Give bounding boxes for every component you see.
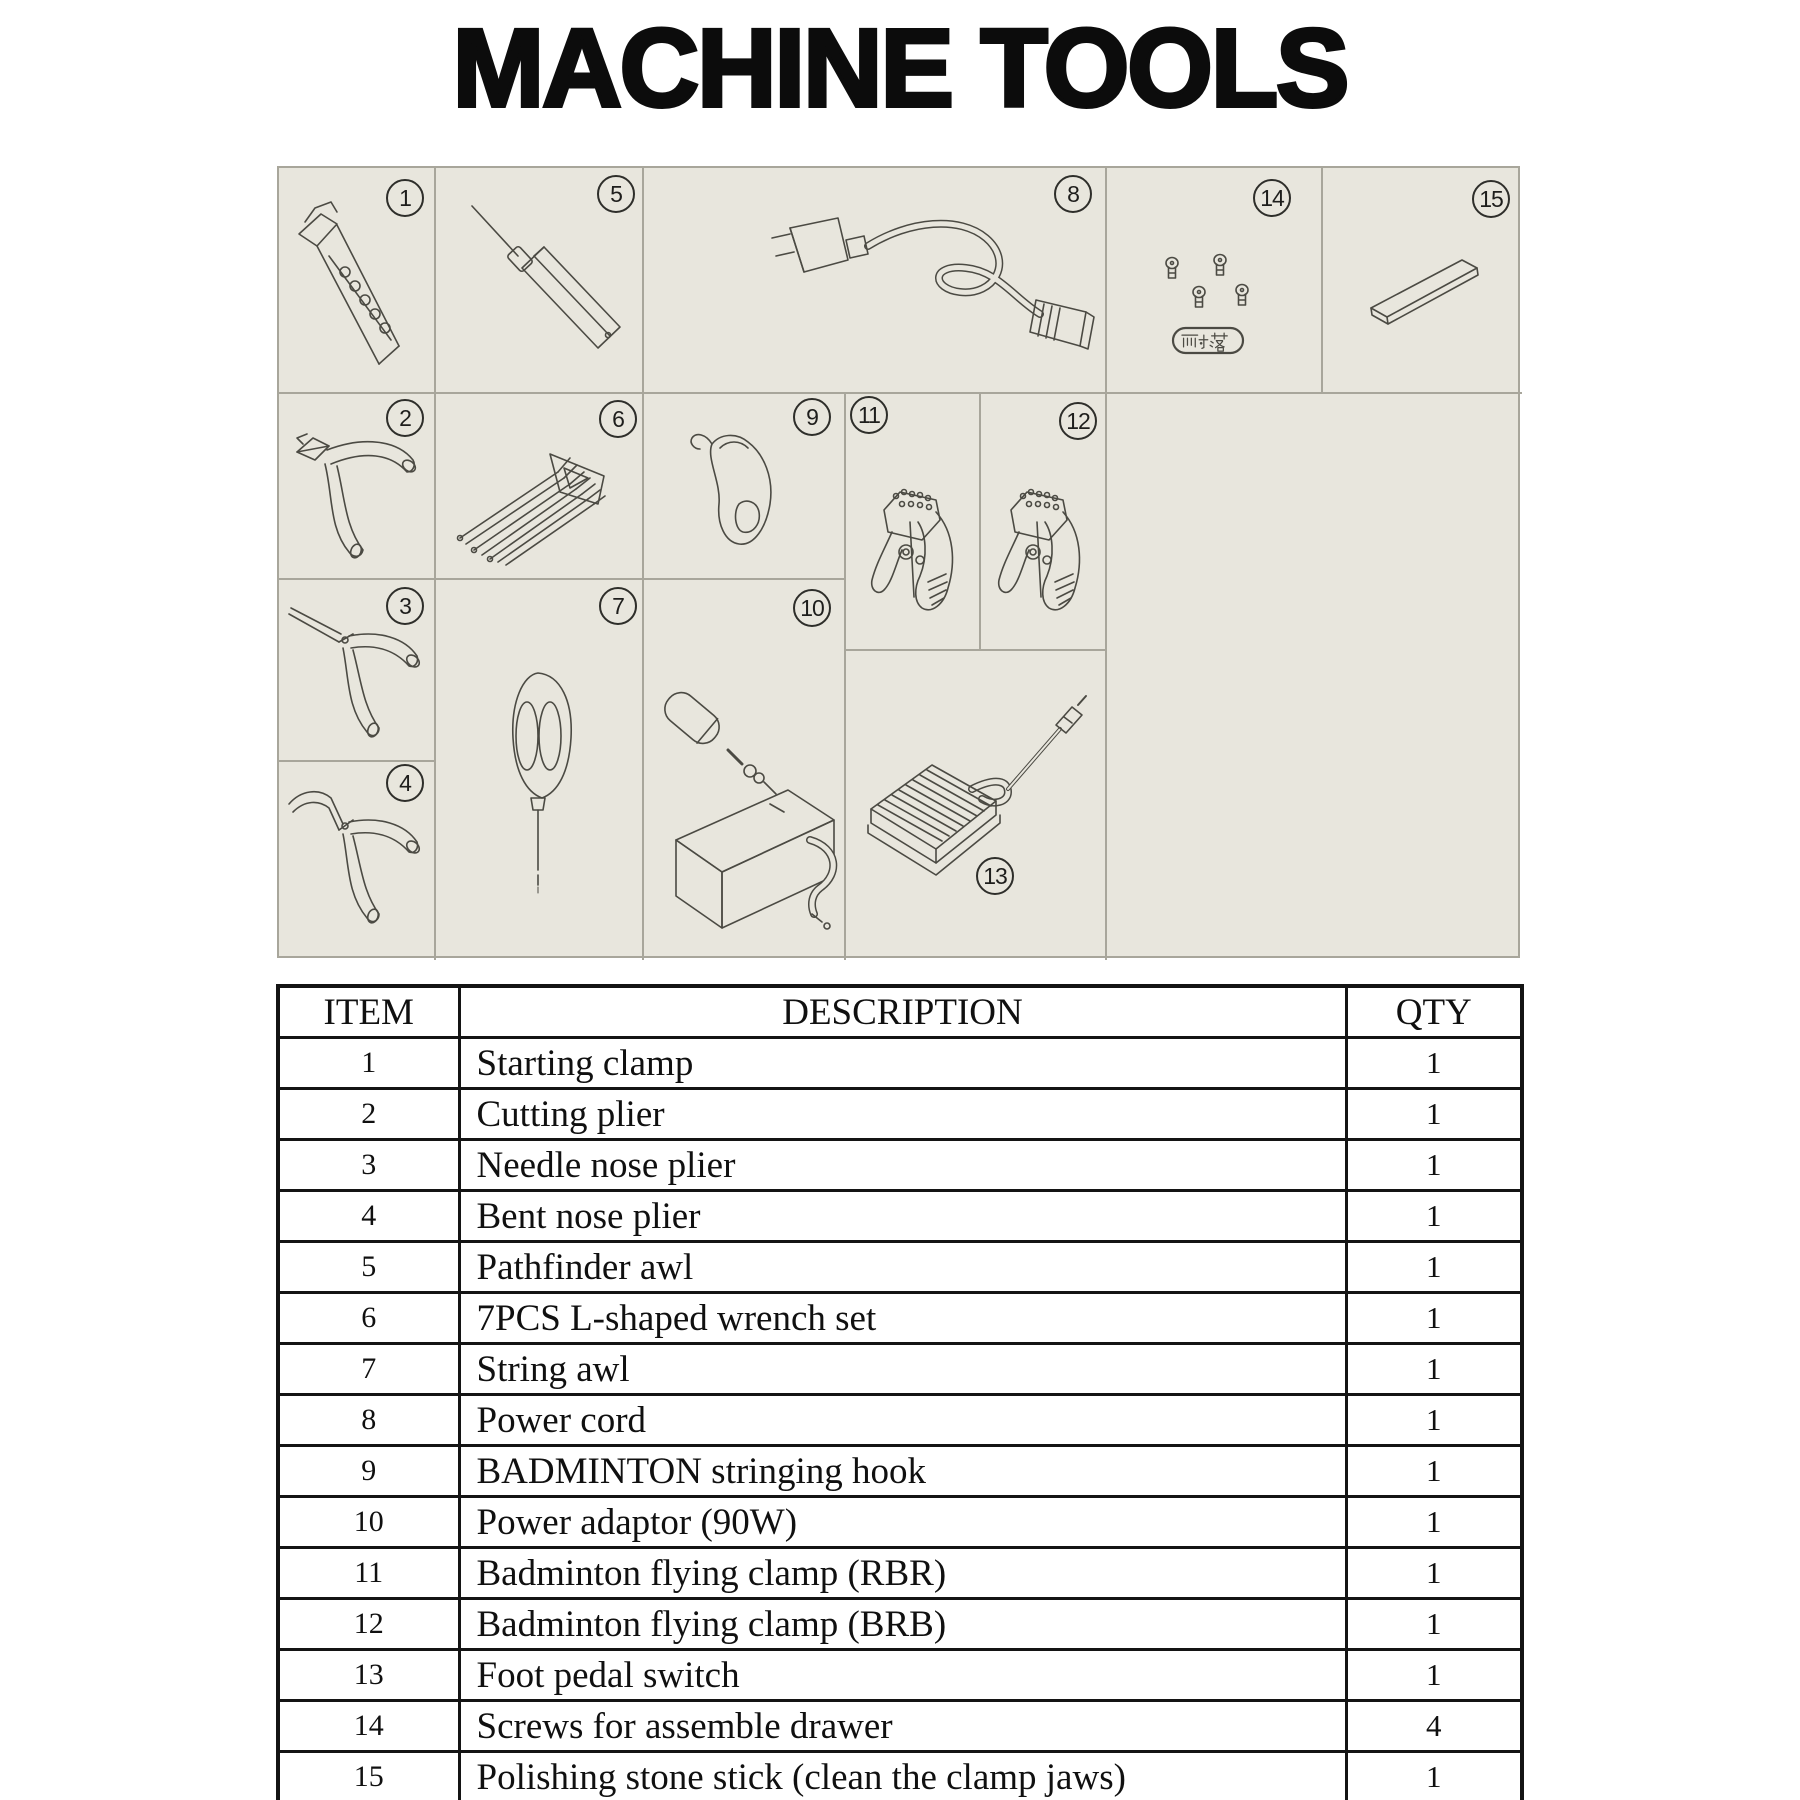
table-row bbox=[278, 1140, 1522, 1191]
item-number: 15 bbox=[278, 1752, 459, 1800]
diagram-cell-12 bbox=[979, 392, 1105, 649]
item-qty: 1 bbox=[1346, 1140, 1522, 1191]
item-number: 1 bbox=[278, 1038, 459, 1089]
item-description: Badminton flying clamp (RBR) bbox=[459, 1548, 1346, 1599]
table-row bbox=[278, 1089, 1522, 1140]
item-qty: 1 bbox=[1346, 1242, 1522, 1293]
table-row bbox=[278, 1599, 1522, 1650]
item-number: 13 bbox=[278, 1650, 459, 1701]
diagram-cell-11 bbox=[844, 392, 979, 649]
item-qty: 1 bbox=[1346, 1599, 1522, 1650]
item-number: 14 bbox=[278, 1701, 459, 1752]
item-description: Bent nose plier bbox=[459, 1191, 1346, 1242]
diagram-cell-8 bbox=[642, 168, 1105, 392]
item-3-badge: 3 bbox=[386, 587, 424, 625]
table-header-description: DESCRIPTION bbox=[459, 986, 1346, 1038]
item-number: 4 bbox=[278, 1191, 459, 1242]
item-description: BADMINTON stringing hook bbox=[459, 1446, 1346, 1497]
item-description: Power adaptor (90W) bbox=[459, 1497, 1346, 1548]
item-number: 12 bbox=[278, 1599, 459, 1650]
table-row bbox=[278, 1038, 1522, 1089]
item-number: 6 bbox=[278, 1293, 459, 1344]
item-description: Foot pedal switch bbox=[459, 1650, 1346, 1701]
item-description: Pathfinder awl bbox=[459, 1242, 1346, 1293]
diagram-cell-14 bbox=[1105, 168, 1321, 392]
table-header-qty: QTY bbox=[1346, 986, 1522, 1038]
item-qty: 1 bbox=[1346, 1446, 1522, 1497]
item-number: 10 bbox=[278, 1497, 459, 1548]
diagram-cell-1 bbox=[279, 168, 434, 392]
item-qty: 1 bbox=[1346, 1752, 1522, 1800]
item-number: 11 bbox=[278, 1548, 459, 1599]
item-qty: 1 bbox=[1346, 1650, 1522, 1701]
item-6-badge: 6 bbox=[599, 400, 637, 438]
item-description: Polishing stone stick (clean the clamp jaws) bbox=[459, 1752, 1346, 1800]
diagram-cell-2 bbox=[279, 392, 434, 578]
table-row bbox=[278, 1293, 1522, 1344]
tools-diagram bbox=[277, 166, 1520, 958]
item-14-badge: 14 bbox=[1253, 179, 1291, 217]
diagram-cell-10 bbox=[642, 578, 844, 960]
item-1-badge: 1 bbox=[386, 179, 424, 217]
parts-table bbox=[276, 984, 1524, 1800]
item-qty: 1 bbox=[1346, 1089, 1522, 1140]
item-description: Screws for assemble drawer bbox=[459, 1701, 1346, 1752]
item-qty: 1 bbox=[1346, 1191, 1522, 1242]
table-header-item: ITEM bbox=[278, 986, 459, 1038]
item-number: 2 bbox=[278, 1089, 459, 1140]
power-cord-drawing bbox=[642, 168, 1105, 392]
item-description: 7PCS L-shaped wrench set bbox=[459, 1293, 1346, 1344]
item-15-badge: 15 bbox=[1472, 180, 1510, 218]
item-qty: 4 bbox=[1346, 1701, 1522, 1752]
table-row bbox=[278, 1701, 1522, 1752]
diagram-cell-15 bbox=[1321, 168, 1522, 392]
item-5-badge: 5 bbox=[597, 175, 635, 213]
table-row bbox=[278, 1191, 1522, 1242]
item-qty: 1 bbox=[1346, 1497, 1522, 1548]
table-header-row bbox=[278, 986, 1522, 1038]
item-11-badge: 11 bbox=[850, 396, 888, 434]
power-adaptor-drawing bbox=[642, 578, 844, 960]
table-row bbox=[278, 1446, 1522, 1497]
item-13-badge: 13 bbox=[976, 857, 1014, 895]
diagram-cell-6 bbox=[434, 392, 642, 578]
table-row bbox=[278, 1395, 1522, 1446]
table-row bbox=[278, 1650, 1522, 1701]
item-12-badge: 12 bbox=[1059, 402, 1097, 440]
item-qty: 1 bbox=[1346, 1038, 1522, 1089]
string-awl-drawing bbox=[434, 578, 642, 960]
diagram-cell-13 bbox=[844, 649, 1105, 960]
item-4-badge: 4 bbox=[386, 764, 424, 802]
item-9-badge: 9 bbox=[793, 398, 831, 436]
item-number: 5 bbox=[278, 1242, 459, 1293]
foot-pedal-switch-drawing bbox=[844, 649, 1105, 960]
item-number: 3 bbox=[278, 1140, 459, 1191]
item-number: 8 bbox=[278, 1395, 459, 1446]
item-description: Power cord bbox=[459, 1395, 1346, 1446]
item-2-badge: 2 bbox=[386, 399, 424, 437]
item-number: 9 bbox=[278, 1446, 459, 1497]
table-row bbox=[278, 1344, 1522, 1395]
table-row bbox=[278, 1752, 1522, 1800]
item-number: 7 bbox=[278, 1344, 459, 1395]
item-description: Starting clamp bbox=[459, 1038, 1346, 1089]
item-qty: 1 bbox=[1346, 1344, 1522, 1395]
item-description: String awl bbox=[459, 1344, 1346, 1395]
diagram-cell-3 bbox=[279, 578, 434, 760]
nailuo-label bbox=[1182, 333, 1227, 351]
diagram-cell-5 bbox=[434, 168, 642, 392]
table-row bbox=[278, 1242, 1522, 1293]
table-row bbox=[278, 1497, 1522, 1548]
page-title: MACHINE TOOLS bbox=[452, 7, 1348, 130]
item-qty: 1 bbox=[1346, 1395, 1522, 1446]
item-7-badge: 7 bbox=[599, 587, 637, 625]
item-qty: 1 bbox=[1346, 1548, 1522, 1599]
item-qty: 1 bbox=[1346, 1293, 1522, 1344]
item-8-badge: 8 bbox=[1054, 175, 1092, 213]
table-row bbox=[278, 1548, 1522, 1599]
item-10-badge: 10 bbox=[793, 589, 831, 627]
diagram-cell-9 bbox=[642, 392, 844, 578]
item-description: Needle nose plier bbox=[459, 1140, 1346, 1191]
item-description: Badminton flying clamp (BRB) bbox=[459, 1599, 1346, 1650]
diagram-cell-7 bbox=[434, 578, 642, 960]
diagram-cell-4 bbox=[279, 760, 434, 960]
item-description: Cutting plier bbox=[459, 1089, 1346, 1140]
